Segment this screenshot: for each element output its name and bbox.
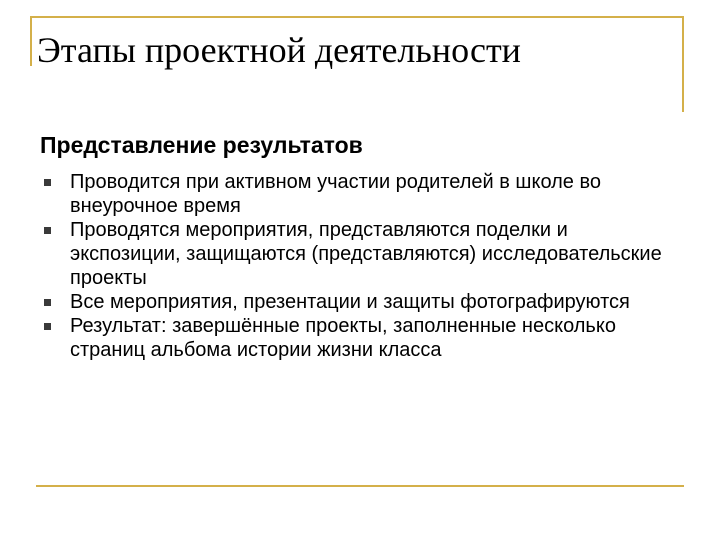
- square-bullet-icon: [44, 323, 51, 330]
- square-bullet-icon: [44, 299, 51, 306]
- bullet-text: Проводятся мероприятия, представляются поделки и экспозиции, защищаются (представляются) исследовательские проекты: [70, 219, 662, 289]
- list-item: [44, 218, 684, 290]
- frame-left-line: [30, 16, 32, 66]
- bullet-text: Все мероприятия, презентации и защиты фотографируются: [70, 291, 630, 313]
- slide-title: Этапы проектной деятельности: [37, 30, 521, 70]
- slide-subtitle: Представление результатов: [40, 132, 363, 158]
- bullet-text: Результат: завершённые проекты, заполненные несколько страниц альбома истории жизни класса: [70, 315, 616, 361]
- list-item: [44, 170, 684, 218]
- bullet-text: Проводится при активном участии родителей в школе во внеурочное время: [70, 171, 602, 217]
- frame-top-line: [30, 16, 684, 18]
- bullet-list: [44, 170, 684, 362]
- list-item: [44, 314, 684, 362]
- list-item: [44, 290, 684, 314]
- square-bullet-icon: [44, 227, 51, 234]
- frame-bottom-line: [36, 485, 684, 487]
- frame-right-line: [682, 16, 684, 112]
- square-bullet-icon: [44, 179, 51, 186]
